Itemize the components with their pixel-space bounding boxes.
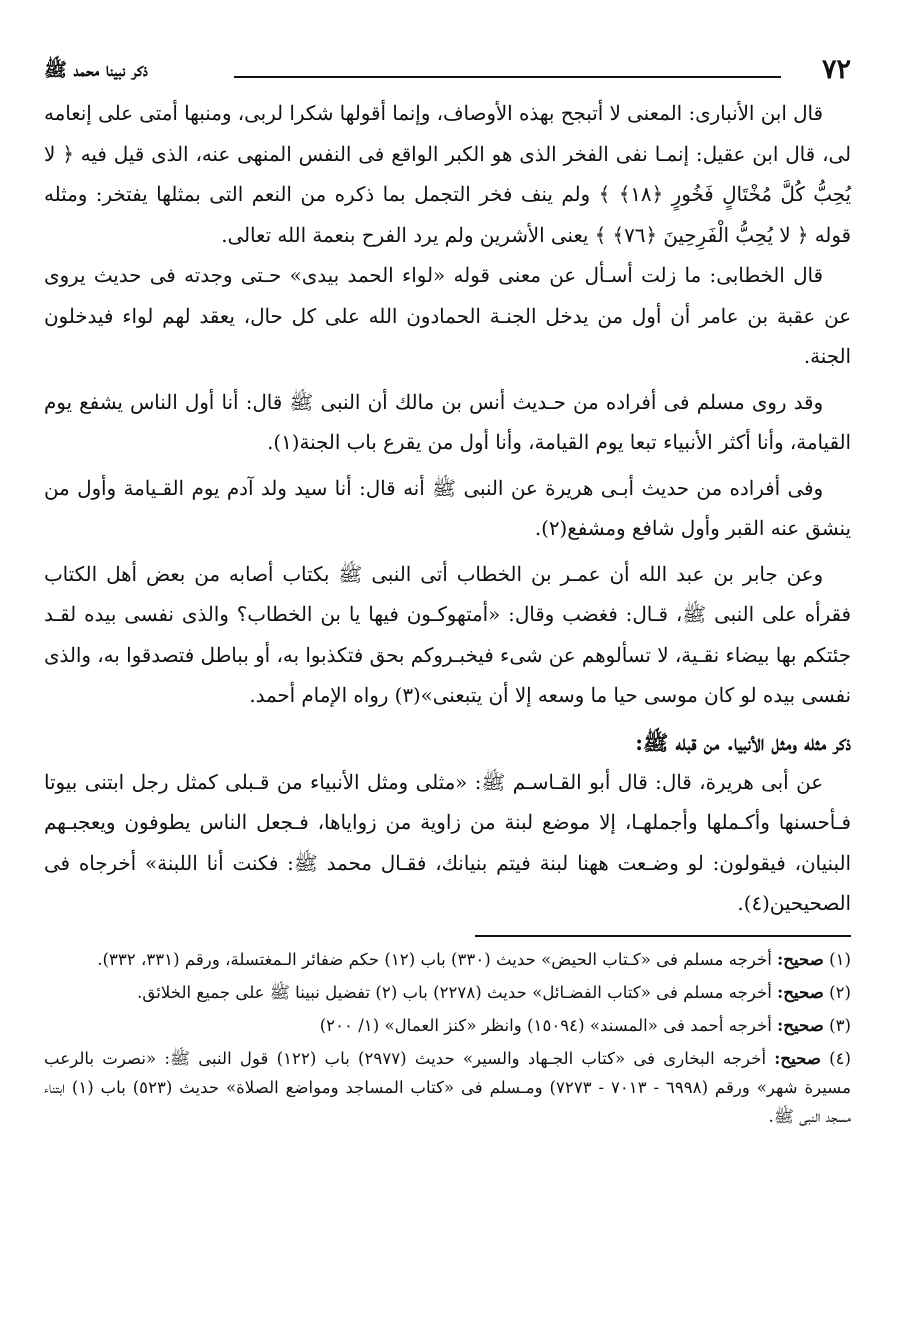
footnote <box>44 1011 851 1040</box>
footnote-number: (١) <box>829 949 851 969</box>
section-heading: ذكر مثله ومثل الأنبيا. من قبله ﷺ: <box>635 729 851 755</box>
footnotes <box>44 945 851 1131</box>
footnote-number: (٢) <box>829 982 851 1002</box>
paragraph-abu-hurayra: وفى أفراده من حديث أبـى هريرة عن النبى ﷺ أنه قال: أنا سيد ولد آدم يوم القـيامة وأول من ينشق عنه القبر وأول شافع ومشفع(٢). <box>44 476 851 540</box>
footnote-text: أخرجه البخارى فى «كتاب الجـهاد والسير» حديث (٢٩٧٧) باب (١٢٢) قول النبى ﷺ: «نصرت بالرعب مسيرة شهر» ورقم (٦٩٩٨ - ٧٠١٣ - ٧٢٧٣) ومـسلم فى «كتاب المساجد ومواضع الصلاة» حديث (٥٢٣) باب (١) ابتناء مسجد النبى ﷺ. <box>44 1048 851 1126</box>
paragraph-jabir: وعن جابر بن عبد الله أن عمـر بن الخطاب أتى النبى ﷺ بكتاب أصابه من بعض أهل الكتاب فقرأه على النبى ﷺ، قـال: فغضب وقال: «أمتهوكـون فيها يا بن الخطاب؟ والذى نفسى بيده لقـد جئتكم بها بيضاء نقـية، لا تسألوهم عن شىء فيخبـروكم بحق فتكذبوا به، أو بباطل فتصدقوا به، والذى نفسى بيده لو كان موسى حيا ما وسعه إلا أن يتبعنى»(٣) رواه الإمام أحمد. <box>44 562 851 707</box>
footnote-lead: صحيح: <box>777 981 824 1002</box>
footnote-lead: صحيح: <box>774 1047 821 1068</box>
footnote-lead: صحيح: <box>777 948 824 969</box>
header-rule <box>234 76 781 78</box>
page-number: ٧٢ <box>821 54 851 85</box>
footnote-text: أخرجه مسلم فى «كـتاب الحيض» حديث (٣٣٠) باب (١٢) حكم ضفائر الـمغتسلة، ورقم (٣٣١، ٣٣٢). <box>97 949 772 969</box>
footnote <box>44 945 851 974</box>
footnote-number: (٤) <box>829 1048 851 1068</box>
book-page <box>44 46 851 1293</box>
footnote-text: أخرجه أحمد فى «المسند» (١٥٠٩٤) وانظر «كنز العمال» (١/ ٢٠٠) <box>319 1015 772 1035</box>
footnote-rule <box>475 935 851 937</box>
running-title: ذكر نبينا محمد ﷺ <box>44 59 148 81</box>
footnote-text: أخرجه مسلم فى «كتاب الفضـائل» حديث (٢٢٧٨) باب (٢) تفضيل نبينا ﷺ على جميع الخلائق. <box>137 982 772 1002</box>
footnote-lead: صحيح: <box>777 1014 824 1035</box>
paragraph-muslim-anas: وقد روى مسلم فى أفراده من حـديث أنس بن مالك أن النبى ﷺ قال: أنا أول الناس يشفع يوم القيامة، وأنا أكثر الأنبياء تبعا يوم القيامة، وأنا أول من يقرع باب الجنة(١). <box>44 390 851 454</box>
footnote <box>44 978 851 1007</box>
running-head <box>44 46 851 94</box>
body-text <box>44 94 851 925</box>
footnote <box>44 1044 851 1131</box>
footnote-number: (٣) <box>829 1015 851 1035</box>
section-paragraph: عن أبى هريرة، قال: قال أبو القـاسـم ﷺ: «مثلى ومثل الأنبياء من قـبلى كمثل رجل ابتنى بيوتا فـأحسنها وأكـملها وأجملهـا، إلا موضع لبنة من زاوية من زواياها، فـجعل الناس يطوفون ويعجبـهم البنيان، فيقولون: لو وضـعت ههنا لبنة فيتم بنيانك، فقـال محمد ﷺ: فكنت أنا اللبنة» أخرجاه فى الصحيحين(٤). <box>44 770 851 915</box>
paragraph-ibn-al-anbari: قال ابن الأنبارى: المعنى لا أتبجح بهذه الأوصاف، وإنما أقولها شكرا لربى، ومنبها أمتى على إنعامه لى، قال ابن عقيل: إنمـا نفى الفخر الذى هو الكبر الواقع فى النفس المنهى عنه، الذى قيل فيه ﴿ لا يُحِبُّ كُلَّ مُخْتَالٍ فَخُورٍ ﴿١٨﴾ ﴾ ولم ينف فخر التجمل بما ذكره من النعم التى بمثلها يفتخر: ومثله قوله ﴿ لا يُحِبُّ الْفَرِحِينَ ﴿٧٦﴾ ﴾ يعنى الأشرين ولم يرد الفرح بنعمة الله تعالى. <box>44 102 851 247</box>
paragraph-al-khattabi: قال الخطابى: ما زلت أسـأل عن معنى قوله «لواء الحمد بيدى» حـتى وجدته فى حديث يروى عن عقبة بن عامر أن أول من يدخل الجنـة الحمادون الله على كل حال، يعقد لهم لواء فيدخلون الجنة. <box>44 264 851 368</box>
